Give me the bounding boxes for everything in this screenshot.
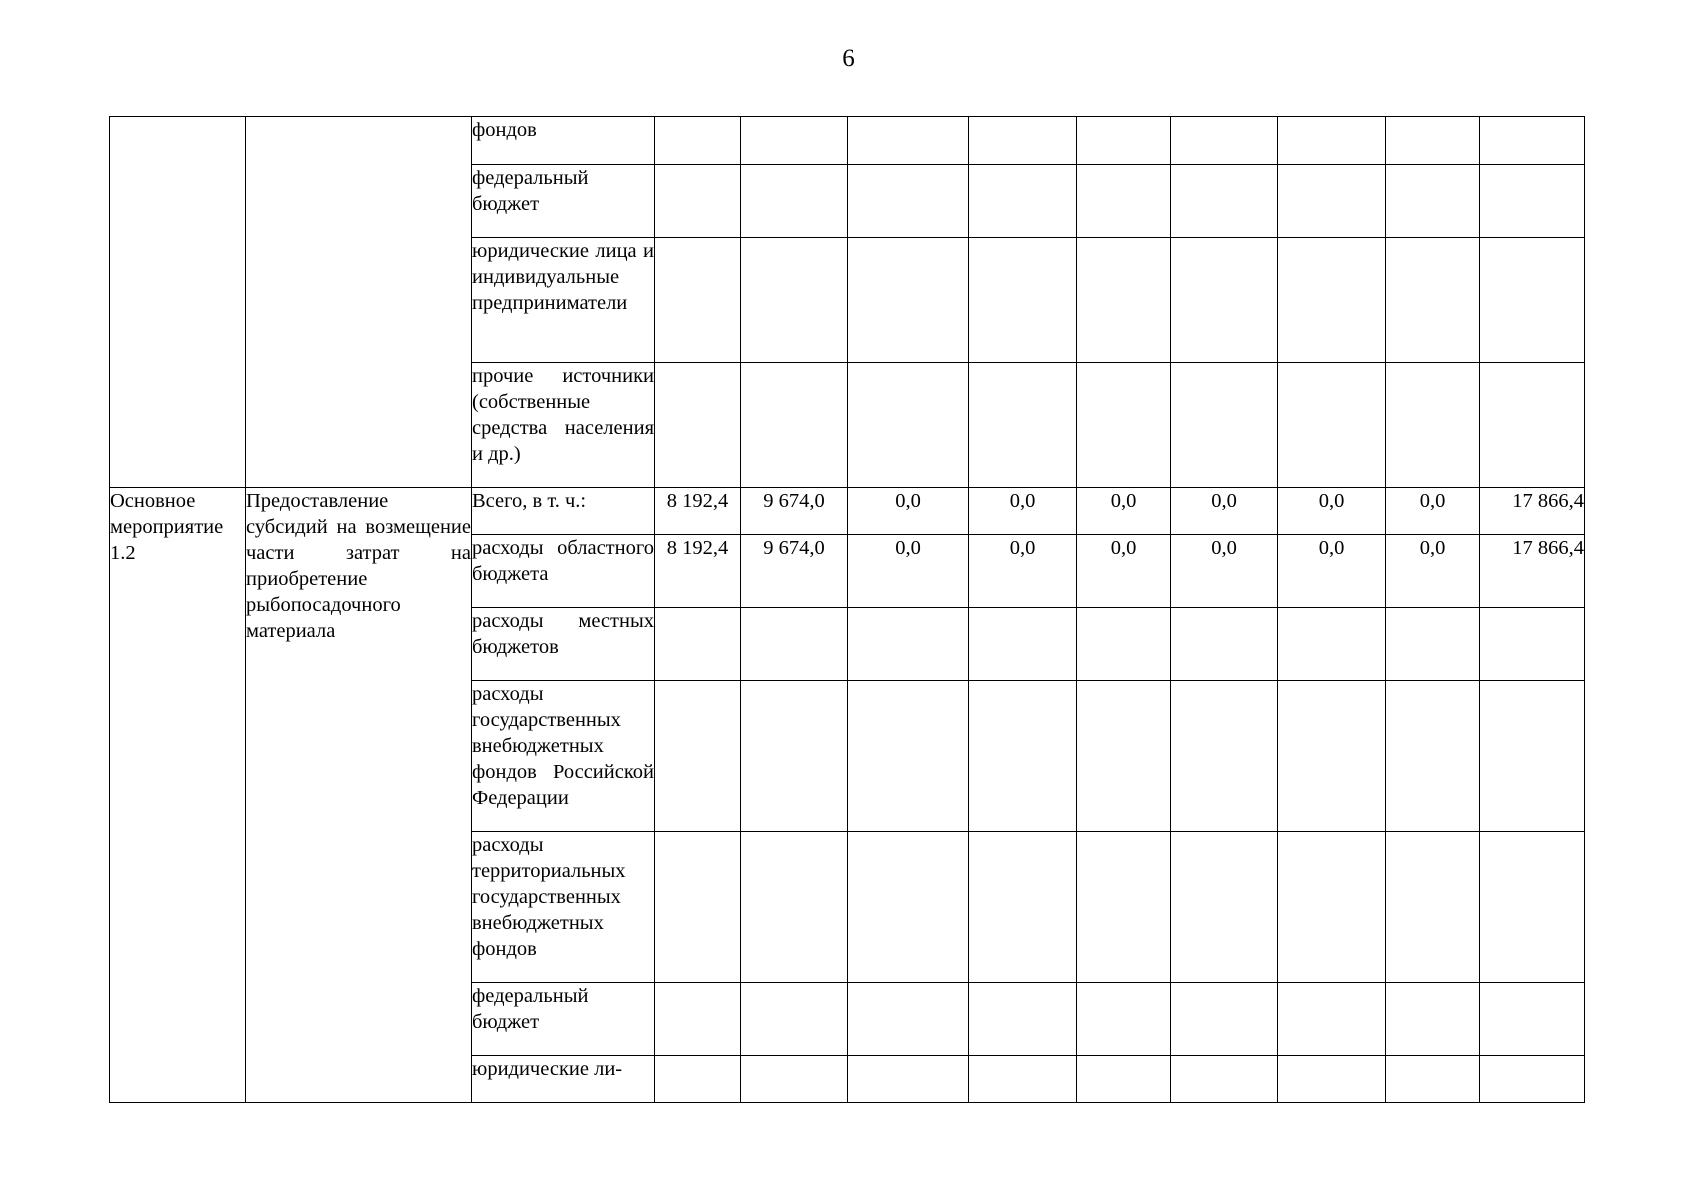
- value-cell: [1077, 363, 1171, 488]
- value-cell: [969, 681, 1077, 832]
- value-cell: [1278, 608, 1386, 681]
- funding-source-cell: [472, 238, 655, 363]
- value-cell: [1480, 1056, 1585, 1103]
- funding-source-label: расходы местных бюджетов: [472, 610, 654, 658]
- value-cell: [848, 983, 969, 1056]
- funding-source-cell: [472, 681, 655, 832]
- value-cell: [848, 117, 969, 165]
- funding-source-label: расходы территориальных государственных внебюджетных фондов: [472, 834, 626, 960]
- value-cell: [848, 165, 969, 238]
- funding-source-cell: [472, 165, 655, 238]
- value-cell: [655, 983, 741, 1056]
- value-cell: [1171, 983, 1278, 1056]
- value-cell: [848, 681, 969, 832]
- value-cell: [1278, 983, 1386, 1056]
- measure-status-cell: Основное мероприятие 1.2: [110, 488, 246, 1103]
- value-cell: [1077, 165, 1171, 238]
- funding-source-label: федеральный бюджет: [472, 167, 589, 215]
- value-cell: [1386, 1056, 1480, 1103]
- value-cell: [969, 165, 1077, 238]
- value-cell: [1278, 117, 1386, 165]
- funding-source-cell: [472, 363, 655, 488]
- value-cell: [1171, 117, 1278, 165]
- value-cell: [1171, 832, 1278, 983]
- value-cell: 0,0: [1171, 488, 1278, 535]
- value-cell: [1171, 608, 1278, 681]
- funding-source-label: расходы государственных внебюджетных фондов Российской Федерации: [472, 683, 654, 809]
- value-cell: [1278, 832, 1386, 983]
- value-cell: [741, 165, 848, 238]
- value-cell: [969, 117, 1077, 165]
- value-cell: [1077, 238, 1171, 363]
- value-cell: 17 866,4: [1480, 535, 1585, 608]
- value-cell: [741, 608, 848, 681]
- value-cell: [969, 363, 1077, 488]
- value-cell: [1386, 983, 1480, 1056]
- value-cell: 0,0: [1386, 488, 1480, 535]
- value-cell: 0,0: [1278, 535, 1386, 608]
- value-cell: [741, 832, 848, 983]
- value-cell: [655, 238, 741, 363]
- value-cell: [655, 165, 741, 238]
- value-cell: [969, 832, 1077, 983]
- value-cell: 17 866,4: [1480, 488, 1585, 535]
- value-cell: [1386, 363, 1480, 488]
- value-cell: [1480, 363, 1585, 488]
- table-row: [110, 488, 1585, 535]
- value-cell: [655, 363, 741, 488]
- value-cell: [1278, 681, 1386, 832]
- value-cell: [1077, 681, 1171, 832]
- value-cell: 0,0: [1077, 488, 1171, 535]
- value-cell: [848, 832, 969, 983]
- funding-source-label: федеральный бюджет: [472, 985, 589, 1033]
- value-cell: [1480, 681, 1585, 832]
- value-cell: [1077, 1056, 1171, 1103]
- value-cell: [1480, 832, 1585, 983]
- value-cell: [741, 1056, 848, 1103]
- value-cell: [848, 1056, 969, 1103]
- value-cell: [1171, 363, 1278, 488]
- value-cell: [655, 1056, 741, 1103]
- value-cell: 0,0: [1077, 535, 1171, 608]
- value-cell: [848, 608, 969, 681]
- funding-source-cell: [472, 535, 655, 608]
- funding-source-cell: [472, 608, 655, 681]
- value-cell: [741, 363, 848, 488]
- value-cell: [655, 608, 741, 681]
- funding-source-cell: [472, 832, 655, 983]
- value-cell: 0,0: [848, 488, 969, 535]
- value-cell: [1278, 165, 1386, 238]
- value-cell: [1278, 1056, 1386, 1103]
- value-cell: 9 674,0: [741, 535, 848, 608]
- value-cell: [655, 117, 741, 165]
- funding-source-label: фондов: [472, 119, 537, 141]
- table-row: [110, 117, 1585, 165]
- value-cell: 0,0: [848, 535, 969, 608]
- value-cell: [1077, 983, 1171, 1056]
- value-cell: 8 192,4: [655, 535, 741, 608]
- value-cell: [969, 983, 1077, 1056]
- value-cell: [1171, 1056, 1278, 1103]
- value-cell: [848, 363, 969, 488]
- value-cell: 0,0: [969, 535, 1077, 608]
- value-cell: [1278, 363, 1386, 488]
- funding-source-label: юридические ли-: [472, 1058, 623, 1080]
- value-cell: [1480, 983, 1585, 1056]
- value-cell: [969, 238, 1077, 363]
- value-cell: [1386, 165, 1480, 238]
- value-cell: 0,0: [1171, 535, 1278, 608]
- page-number: 6: [842, 45, 855, 72]
- measure-name-cell: Предоставление субсидий на возмещение части затрат на приобретение рыбопосадочного материала: [246, 488, 472, 1103]
- value-cell: [848, 238, 969, 363]
- budget-table: [109, 116, 1585, 1103]
- value-cell: [1480, 608, 1585, 681]
- value-cell: [741, 983, 848, 1056]
- value-cell: [1480, 238, 1585, 363]
- funding-source-label: юридические лица и индивидуальные предприниматели: [472, 240, 654, 314]
- value-cell: [1386, 238, 1480, 363]
- value-cell: [1480, 165, 1585, 238]
- value-cell: 0,0: [1278, 488, 1386, 535]
- funding-source-cell: [472, 983, 655, 1056]
- value-cell: [741, 238, 848, 363]
- value-cell: [1171, 238, 1278, 363]
- value-cell: [1077, 117, 1171, 165]
- value-cell: [741, 117, 848, 165]
- value-cell: [655, 681, 741, 832]
- funding-source-cell: [472, 488, 655, 535]
- value-cell: 8 192,4: [655, 488, 741, 535]
- name-cell-empty: [246, 117, 472, 488]
- value-cell: [1386, 608, 1480, 681]
- funding-source-label: Всего, в т. ч.:: [472, 490, 587, 512]
- funding-source-cell: [472, 117, 655, 165]
- value-cell: [741, 681, 848, 832]
- value-cell: [1077, 608, 1171, 681]
- status-cell-empty: [110, 117, 246, 488]
- value-cell: 9 674,0: [741, 488, 848, 535]
- value-cell: [969, 1056, 1077, 1103]
- value-cell: [1386, 832, 1480, 983]
- funding-source-cell: [472, 1056, 655, 1103]
- value-cell: [1171, 681, 1278, 832]
- value-cell: 0,0: [969, 488, 1077, 535]
- value-cell: [1386, 117, 1480, 165]
- value-cell: [1480, 117, 1585, 165]
- value-cell: [1077, 832, 1171, 983]
- value-cell: [1386, 681, 1480, 832]
- value-cell: [1171, 165, 1278, 238]
- value-cell: [1278, 238, 1386, 363]
- value-cell: 0,0: [1386, 535, 1480, 608]
- funding-source-label: прочие источники (собственные средства населения и др.): [472, 365, 654, 465]
- value-cell: [969, 608, 1077, 681]
- value-cell: [655, 832, 741, 983]
- funding-source-label: расходы областного бюджета: [472, 537, 654, 585]
